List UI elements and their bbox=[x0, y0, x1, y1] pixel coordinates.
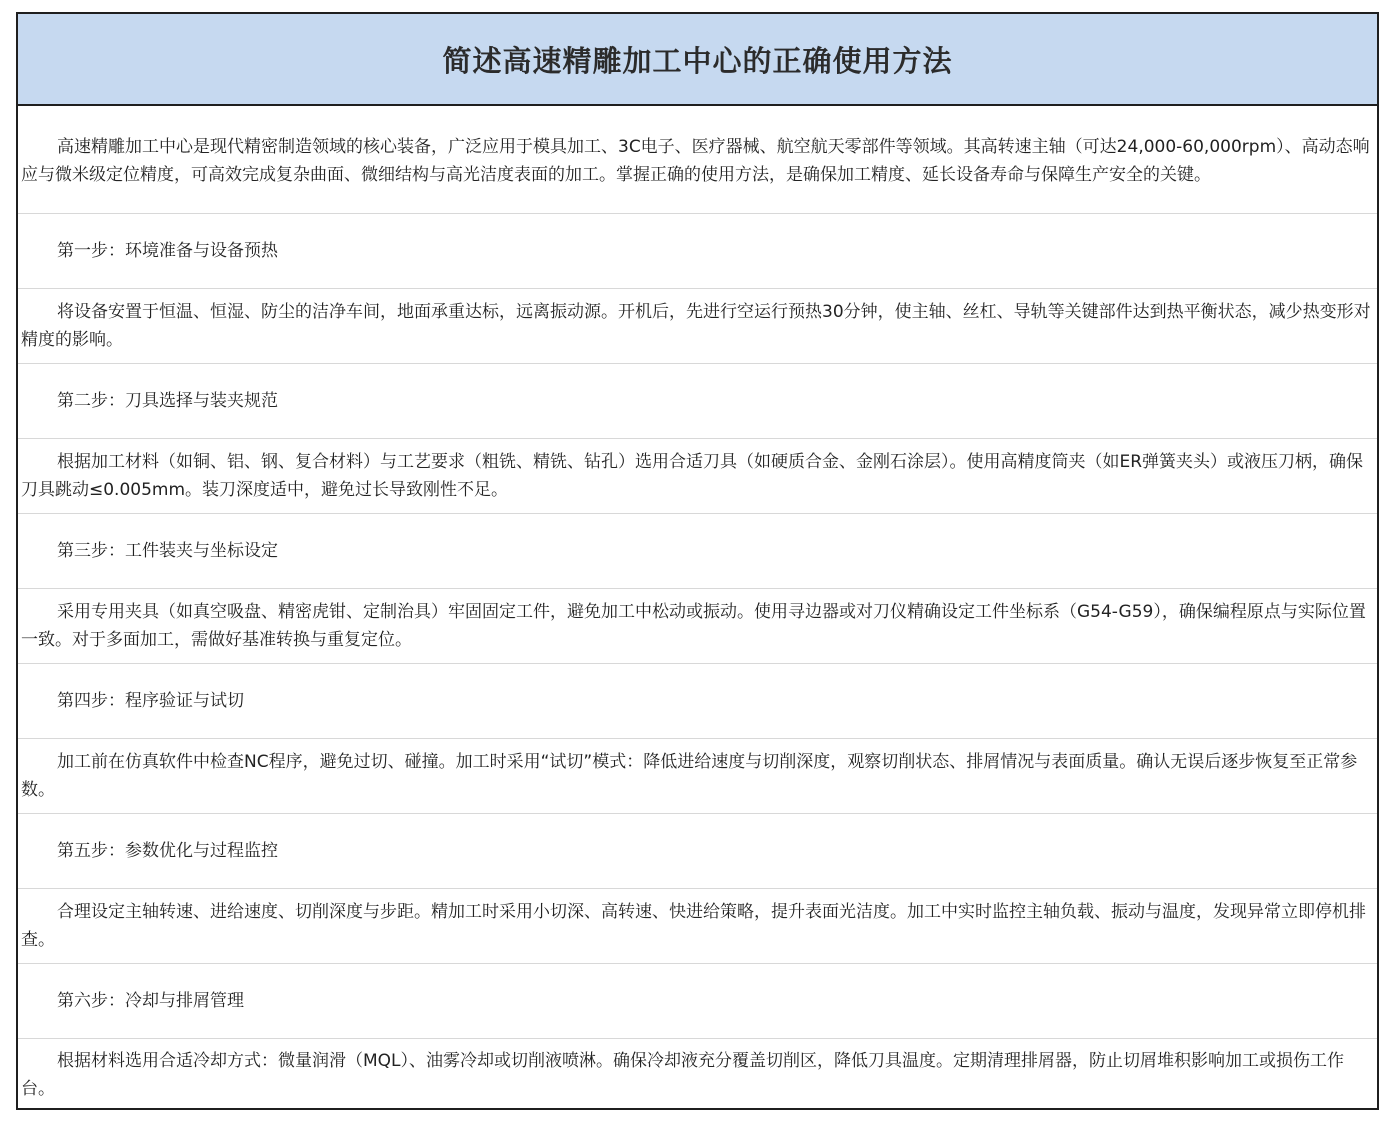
step-heading: 第六步：冷却与排屑管理 bbox=[57, 991, 244, 1011]
intro-row bbox=[18, 106, 1377, 214]
step-body: 将设备安置于恒温、恒湿、防尘的洁净车间，地面承重达标，远离振动源。开机后，先进行空运行预热30分钟，使主轴、丝杠、导轨等关键部件达到热平衡状态，减少热变形对精度的影响。 bbox=[21, 302, 1371, 350]
step-heading: 第四步：程序验证与试切 bbox=[57, 691, 244, 711]
step-body-row bbox=[18, 889, 1377, 964]
step-body-row bbox=[18, 589, 1377, 664]
step-heading: 第二步：刀具选择与装夹规范 bbox=[57, 391, 278, 411]
title-cell bbox=[18, 14, 1377, 106]
step-body: 根据加工材料（如铜、铝、钢、复合材料）与工艺要求（粗铣、精铣、钻孔）选用合适刀具（如硬质合金、金刚石涂层）。使用高精度筒夹（如ER弹簧夹头）或液压刀柄，确保刀具跳动≤0.005mm。装刀深度适中，避免过长导致刚性不足。 bbox=[21, 452, 1364, 500]
step-heading-row bbox=[18, 664, 1377, 739]
step-heading: 第三步：工件装夹与坐标设定 bbox=[57, 541, 278, 561]
step-body-row bbox=[18, 1039, 1377, 1111]
step-heading-row bbox=[18, 814, 1377, 889]
step-heading-row bbox=[18, 364, 1377, 439]
intro-paragraph: 高速精雕加工中心是现代精密制造领域的核心装备，广泛应用于模具加工、3C电子、医疗器械、航空航天零部件等领域。其高转速主轴（可达24,000-60,000rpm）、高动态响应与微米级定位精度，可高效完成复杂曲面、微细结构与高光洁度表面的加工。掌握正确的使用方法，是确保加工精度、延长设备寿命与保障生产安全的关键。 bbox=[21, 136, 1370, 185]
step-body: 采用专用夹具（如真空吸盘、精密虎钳、定制治具）牢固固定工件，避免加工中松动或振动。使用寻边器或对刀仪精确设定工件坐标系（G54-G59），确保编程原点与实际位置一致。对于多面加工，需做好基准转换与重复定位。 bbox=[21, 602, 1366, 650]
step-heading-row bbox=[18, 514, 1377, 589]
step-body: 根据材料选用合适冷却方式：微量润滑（MQL）、油雾冷却或切削液喷淋。确保冷却液充分覆盖切削区，降低刀具温度。定期清理排屑器，防止切屑堆积影响加工或损伤工作台。 bbox=[21, 1051, 1345, 1099]
step-body-row bbox=[18, 439, 1377, 514]
step-heading: 第一步：环境准备与设备预热 bbox=[57, 241, 278, 261]
step-heading-row bbox=[18, 964, 1377, 1039]
document-title: 简述高速精雕加工中心的正确使用方法 bbox=[442, 43, 953, 78]
step-heading: 第五步：参数优化与过程监控 bbox=[57, 841, 278, 861]
step-heading-row bbox=[18, 214, 1377, 289]
document-sheet bbox=[16, 12, 1379, 1110]
step-body-row bbox=[18, 289, 1377, 364]
step-body-row bbox=[18, 739, 1377, 814]
step-body: 加工前在仿真软件中检查NC程序，避免过切、碰撞。加工时采用“试切”模式：降低进给速度与切削深度，观察切削状态、排屑情况与表面质量。确认无误后逐步恢复至正常参数。 bbox=[21, 752, 1358, 800]
step-body: 合理设定主轴转速、进给速度、切削深度与步距。精加工时采用小切深、高转速、快进给策略，提升表面光洁度。加工中实时监控主轴负载、振动与温度，发现异常立即停机排查。 bbox=[21, 902, 1366, 950]
